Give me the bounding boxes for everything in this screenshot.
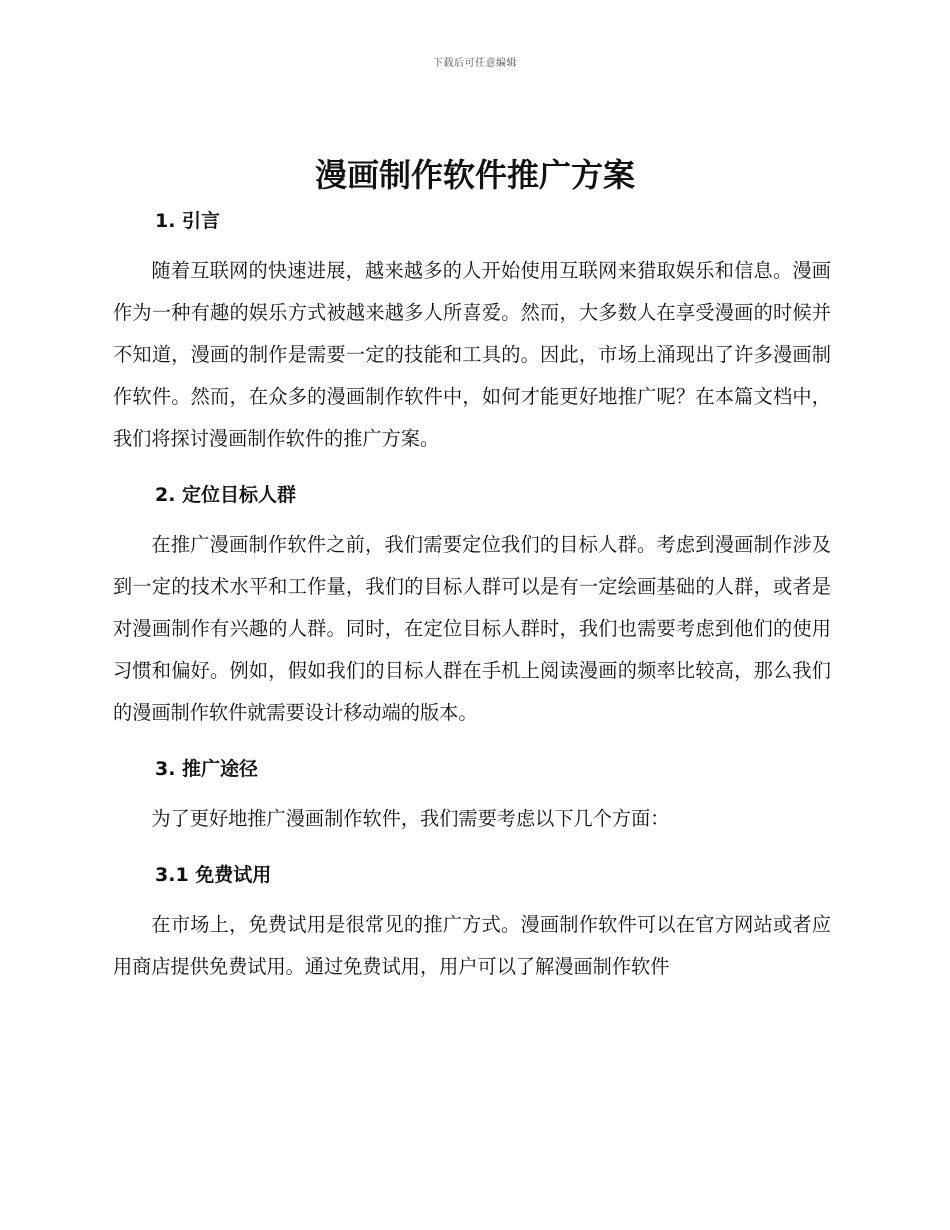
section-heading: 3.1 免费试用 <box>155 864 272 886</box>
paragraph: 在推广漫画制作软件之前，我们需要定位我们的目标人群。考虑到漫画制作涉及到一定的技术水平和工作量，我们的目标人群可以是有一定绘画基础的人群，或者是对漫画制作有兴趣的人群。同时，在定位目标人群时，我们也需要考虑到他们的使用习惯和偏好。例如，假如我们的目标人群在手机上阅读漫画的频率比较高，那么我们的漫画制作软件就需要设计移动端的版本。 <box>113 533 831 724</box>
paragraph: 随着互联网的快速进展，越来越多的人开始使用互联网来猎取娱乐和信息。漫画作为一种有趣的娱乐方式被越来越多人所喜爱。然而，大多数人在享受漫画的时候并不知道，漫画的制作是需要一定的技能和工具的。因此，市场上涌现出了许多漫画制作软件。然而，在众多的漫画制作软件中，如何才能更好地推广呢？在本篇文档中，我们将探讨漫画制作软件的推广方案。 <box>113 259 831 450</box>
section-heading: 3. 推广途径 <box>155 758 259 780</box>
section-promotion-channels <box>113 748 831 854</box>
document-title: 漫画制作软件推广方案 <box>314 156 635 194</box>
page-header: 下载后可任意编辑 <box>433 58 517 69</box>
section-target-audience <box>113 474 831 748</box>
section-heading: 1. 引言 <box>155 210 221 232</box>
section-free-trial <box>113 854 831 988</box>
section-heading: 2. 定位目标人群 <box>155 484 297 506</box>
section-introduction <box>113 200 831 474</box>
paragraph: 为了更好地推广漫画制作软件，我们需要考虑以下几个方面： <box>151 807 670 830</box>
paragraph: 在市场上，免费试用是很常见的推广方式。漫画制作软件可以在官方网站或者应用商店提供免费试用。通过免费试用，用户可以了解漫画制作软件 <box>113 913 831 978</box>
document-body <box>113 200 831 988</box>
